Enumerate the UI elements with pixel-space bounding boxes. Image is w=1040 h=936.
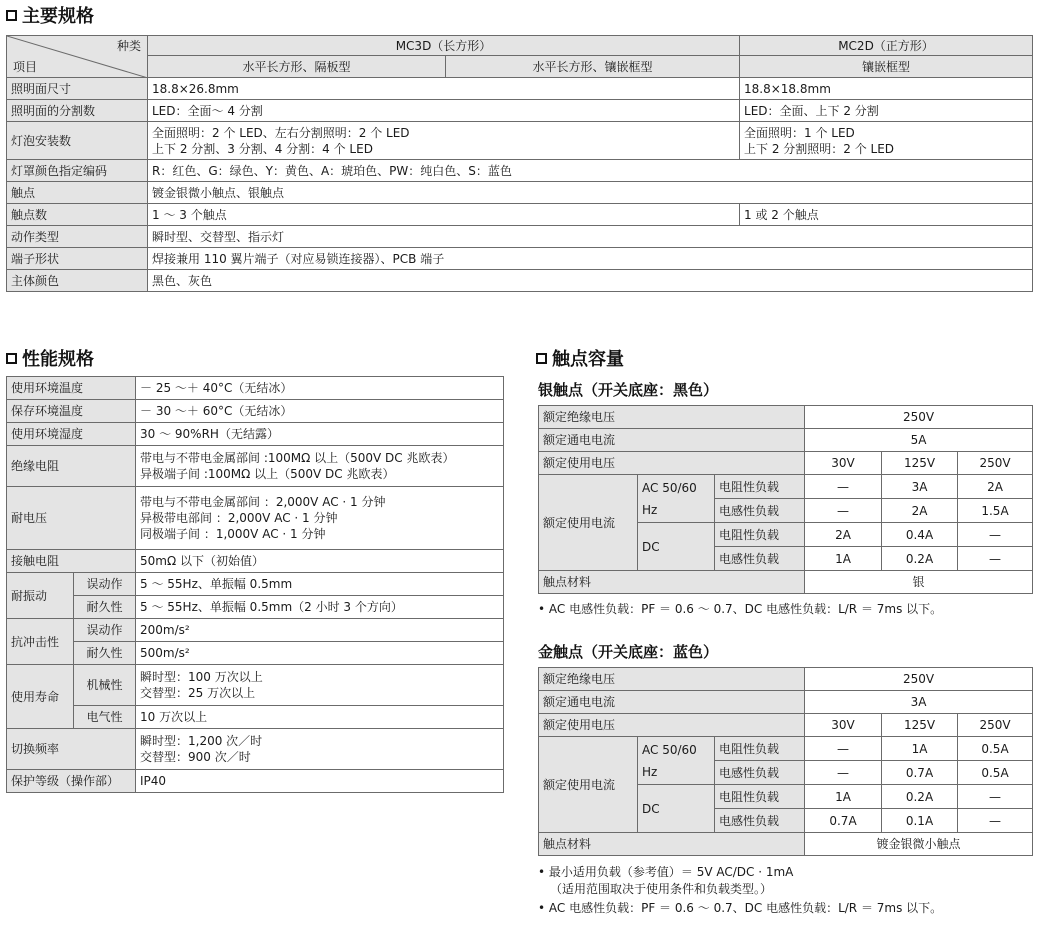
checkbox-square-icon	[6, 10, 17, 21]
sub-header-partition: 水平长方形、隔板型	[148, 56, 446, 78]
checkbox-square-icon	[6, 353, 17, 364]
value-line: 交替型：900 次／时	[140, 750, 251, 764]
voltage-cell: 125V	[882, 714, 958, 737]
corner-bottom-label: 项目	[13, 60, 38, 74]
value-cell: —	[958, 547, 1033, 571]
value-cell: —	[958, 809, 1033, 833]
row-label: 耐电压	[7, 487, 136, 550]
row-value: － 30 ～＋ 60°C（无结冰）	[136, 400, 504, 423]
row-value: － 25 ～＋ 40°C（无结冰）	[136, 377, 504, 400]
row-value: 5 ～ 55Hz、单振幅 0.5mm	[136, 573, 504, 596]
row-value	[136, 729, 504, 770]
row-value: 250V	[805, 668, 1033, 691]
row-label: 额定使用电流	[539, 737, 638, 833]
value-line: 上下 2 分割照明：2 个 LED	[744, 141, 895, 156]
load-label: 电阻性负载	[715, 475, 805, 499]
value-cell: 0.5A	[958, 761, 1033, 785]
value-line: 全面照明：2 个 LED、左右分割照明：2 个 LED	[152, 125, 410, 140]
voltage-cell: 125V	[882, 452, 958, 475]
value-cell: —	[805, 475, 882, 499]
load-label: 电阻性负载	[715, 523, 805, 547]
row-label: 接触电阻	[7, 550, 136, 573]
dc-label: DC	[638, 785, 715, 833]
row-label: 额定绝缘电压	[539, 668, 805, 691]
gold-note-2: （适用范围取决于使用条件和负载类型。）	[550, 882, 773, 896]
row-value: 5A	[805, 429, 1033, 452]
row-label: 灯罩颜色指定编码	[7, 160, 148, 182]
row-label: 额定通电电流	[539, 691, 805, 714]
mc2d-value: 18.8×18.8mm	[740, 78, 1033, 100]
mc3d-value: 18.8×26.8mm	[148, 78, 740, 100]
sub-label: 误动作	[74, 619, 136, 642]
mc2d-header: MC2D（正方形）	[740, 36, 1033, 56]
sub-label: 耐久性	[74, 596, 136, 619]
full-value: 焊接兼用 110 翼片端子（对应易锁连接器）、PCB 端子	[148, 248, 1033, 270]
corner-top-label: 种类	[116, 39, 141, 53]
silver-contact-table	[538, 405, 1033, 594]
sub-label: 误动作	[74, 573, 136, 596]
row-value	[136, 487, 504, 550]
row-label: 额定使用电压	[539, 714, 805, 737]
value-cell: 0.7A	[882, 761, 958, 785]
row-label: 保存环境温度	[7, 400, 136, 423]
sub-label: 电气性	[74, 706, 136, 729]
row-label: 动作类型	[7, 226, 148, 248]
corner-header-cell	[7, 36, 148, 78]
mc2d-value: 1 或 2 个触点	[740, 204, 1033, 226]
main-specs-title-text: 主要规格	[22, 6, 94, 27]
row-label: 绝缘电阻	[7, 446, 136, 487]
main-specs-table	[6, 35, 1033, 292]
gold-note-1: • 最小适用负载（参考值）＝ 5V AC/DC · 1mA	[538, 865, 794, 879]
ac-label: AC 50/60 Hz	[638, 737, 715, 785]
row-label: 触点数	[7, 204, 148, 226]
gold-contact-table	[538, 667, 1033, 856]
row-label: 切换频率	[7, 729, 136, 770]
value-line: 瞬时型：100 万次以上	[140, 670, 263, 684]
mc3d-value	[148, 122, 740, 160]
value-cell: 0.5A	[958, 737, 1033, 761]
mc2d-value: LED：全面、上下 2 分割	[740, 100, 1033, 122]
value-cell: 3A	[882, 475, 958, 499]
value-cell: 0.2A	[882, 547, 958, 571]
perf-specs-title	[6, 349, 94, 371]
ac-label: AC 50/60 Hz	[638, 475, 715, 523]
mc2d-value	[740, 122, 1033, 160]
row-label: 触点	[7, 182, 148, 204]
capacity-title	[536, 349, 624, 371]
row-label: 抗冲击性	[7, 619, 74, 665]
load-label: 电感性负载	[715, 761, 805, 785]
value-line: 异极端子间 :100MΩ 以上（500V DC 兆欧表）	[140, 467, 395, 481]
row-label: 保护等级（操作部）	[7, 770, 136, 793]
capacity-title-text: 触点容量	[552, 349, 624, 370]
gold-contact-title: 金触点（开关底座：蓝色）	[538, 643, 719, 661]
sub-header-bezel: 水平长方形、镶嵌框型	[446, 56, 740, 78]
voltage-cell: 30V	[805, 714, 882, 737]
row-label: 照明面的分割数	[7, 100, 148, 122]
value-cell: 0.4A	[882, 523, 958, 547]
value-line: 交替型：25 万次以上	[140, 686, 256, 700]
mc3d-header: MC3D（长方形）	[148, 36, 740, 56]
row-label: 端子形状	[7, 248, 148, 270]
row-value	[136, 665, 504, 706]
value-line: 同极端子间 ：1,000V AC · 1 分钟	[140, 527, 326, 541]
value-cell: 2A	[805, 523, 882, 547]
row-value: 镀金银微小触点	[805, 833, 1033, 856]
value-cell: 1A	[805, 785, 882, 809]
full-value: 黑色、灰色	[148, 270, 1033, 292]
load-label: 电感性负载	[715, 547, 805, 571]
dc-label: DC	[638, 523, 715, 571]
value-cell: 2A	[882, 499, 958, 523]
value-line: 瞬时型：1,200 次／时	[140, 734, 263, 748]
gold-note-3: • AC 电感性负载：PF ＝ 0.6 ～ 0.7、DC 电感性负载：L/R ＝ 7ms 以下。	[538, 901, 943, 915]
row-label: 额定使用电压	[539, 452, 805, 475]
load-label: 电阻性负载	[715, 785, 805, 809]
load-label: 电阻性负载	[715, 737, 805, 761]
row-label: 额定绝缘电压	[539, 406, 805, 429]
row-label: 使用环境湿度	[7, 423, 136, 446]
row-label: 耐振动	[7, 573, 74, 619]
row-label: 使用环境温度	[7, 377, 136, 400]
voltage-cell: 30V	[805, 452, 882, 475]
value-line: 带电与不带电金属部间 :100MΩ 以上（500V DC 兆欧表）	[140, 451, 455, 465]
row-value: 10 万次以上	[136, 706, 504, 729]
value-cell: 1A	[882, 737, 958, 761]
row-label: 额定使用电流	[539, 475, 638, 571]
row-value: 200m/s²	[136, 619, 504, 642]
row-label: 照明面尺寸	[7, 78, 148, 100]
mc3d-value: LED：全面～ 4 分割	[148, 100, 740, 122]
value-line: 带电与不带电金属部间 ：2,000V AC · 1 分钟	[140, 495, 386, 509]
load-label: 电感性负载	[715, 809, 805, 833]
voltage-cell: 250V	[958, 714, 1033, 737]
row-value	[136, 446, 504, 487]
value-cell: 0.2A	[882, 785, 958, 809]
load-label: 电感性负载	[715, 499, 805, 523]
value-cell: 0.7A	[805, 809, 882, 833]
perf-specs-table	[6, 376, 504, 793]
row-value: 3A	[805, 691, 1033, 714]
value-line: 异极带电部间 ：2,000V AC · 1 分钟	[140, 511, 338, 525]
sub-label: 机械性	[74, 665, 136, 706]
row-label: 触点材料	[539, 833, 805, 856]
row-label: 主体颜色	[7, 270, 148, 292]
value-cell: 2A	[958, 475, 1033, 499]
row-value: 银	[805, 571, 1033, 594]
value-cell: 0.1A	[882, 809, 958, 833]
row-label: 额定通电电流	[539, 429, 805, 452]
row-label: 使用寿命	[7, 665, 74, 729]
row-value: 250V	[805, 406, 1033, 429]
row-value: 500m/s²	[136, 642, 504, 665]
value-cell: 1A	[805, 547, 882, 571]
full-value: R：红色、G：绿色、Y：黄色、A：琥珀色、PW：纯白色、S：蓝色	[148, 160, 1033, 182]
value-cell: —	[805, 761, 882, 785]
row-label: 灯泡安装数	[7, 122, 148, 160]
value-cell: —	[958, 523, 1033, 547]
value-line: 全面照明：1 个 LED	[744, 125, 855, 140]
silver-contact-title: 银触点（开关底座：黑色）	[538, 381, 719, 399]
row-value: 30 ～ 90%RH（无结露）	[136, 423, 504, 446]
full-value: 镀金银微小触点、银触点	[148, 182, 1033, 204]
sub-header-mc2d-bezel: 镶嵌框型	[740, 56, 1033, 78]
value-cell: —	[958, 785, 1033, 809]
value-cell: 1.5A	[958, 499, 1033, 523]
main-specs-title	[6, 6, 94, 28]
row-value: 50mΩ 以下（初始值）	[136, 550, 504, 573]
sub-label: 耐久性	[74, 642, 136, 665]
row-label: 触点材料	[539, 571, 805, 594]
full-value: 瞬时型、交替型、指示灯	[148, 226, 1033, 248]
row-value: 5 ～ 55Hz、单振幅 0.5mm（2 小时 3 个方向）	[136, 596, 504, 619]
row-value: IP40	[136, 770, 504, 793]
mc3d-value: 1 ～ 3 个触点	[148, 204, 740, 226]
voltage-cell: 250V	[958, 452, 1033, 475]
perf-specs-title-text: 性能规格	[22, 349, 94, 370]
value-cell: —	[805, 499, 882, 523]
value-line: 上下 2 分割、3 分割、4 分割：4 个 LED	[152, 141, 373, 156]
silver-note: • AC 电感性负载：PF ＝ 0.6 ～ 0.7、DC 电感性负载：L/R ＝ 7ms 以下。	[538, 602, 943, 616]
checkbox-square-icon	[536, 353, 547, 364]
value-cell: —	[805, 737, 882, 761]
